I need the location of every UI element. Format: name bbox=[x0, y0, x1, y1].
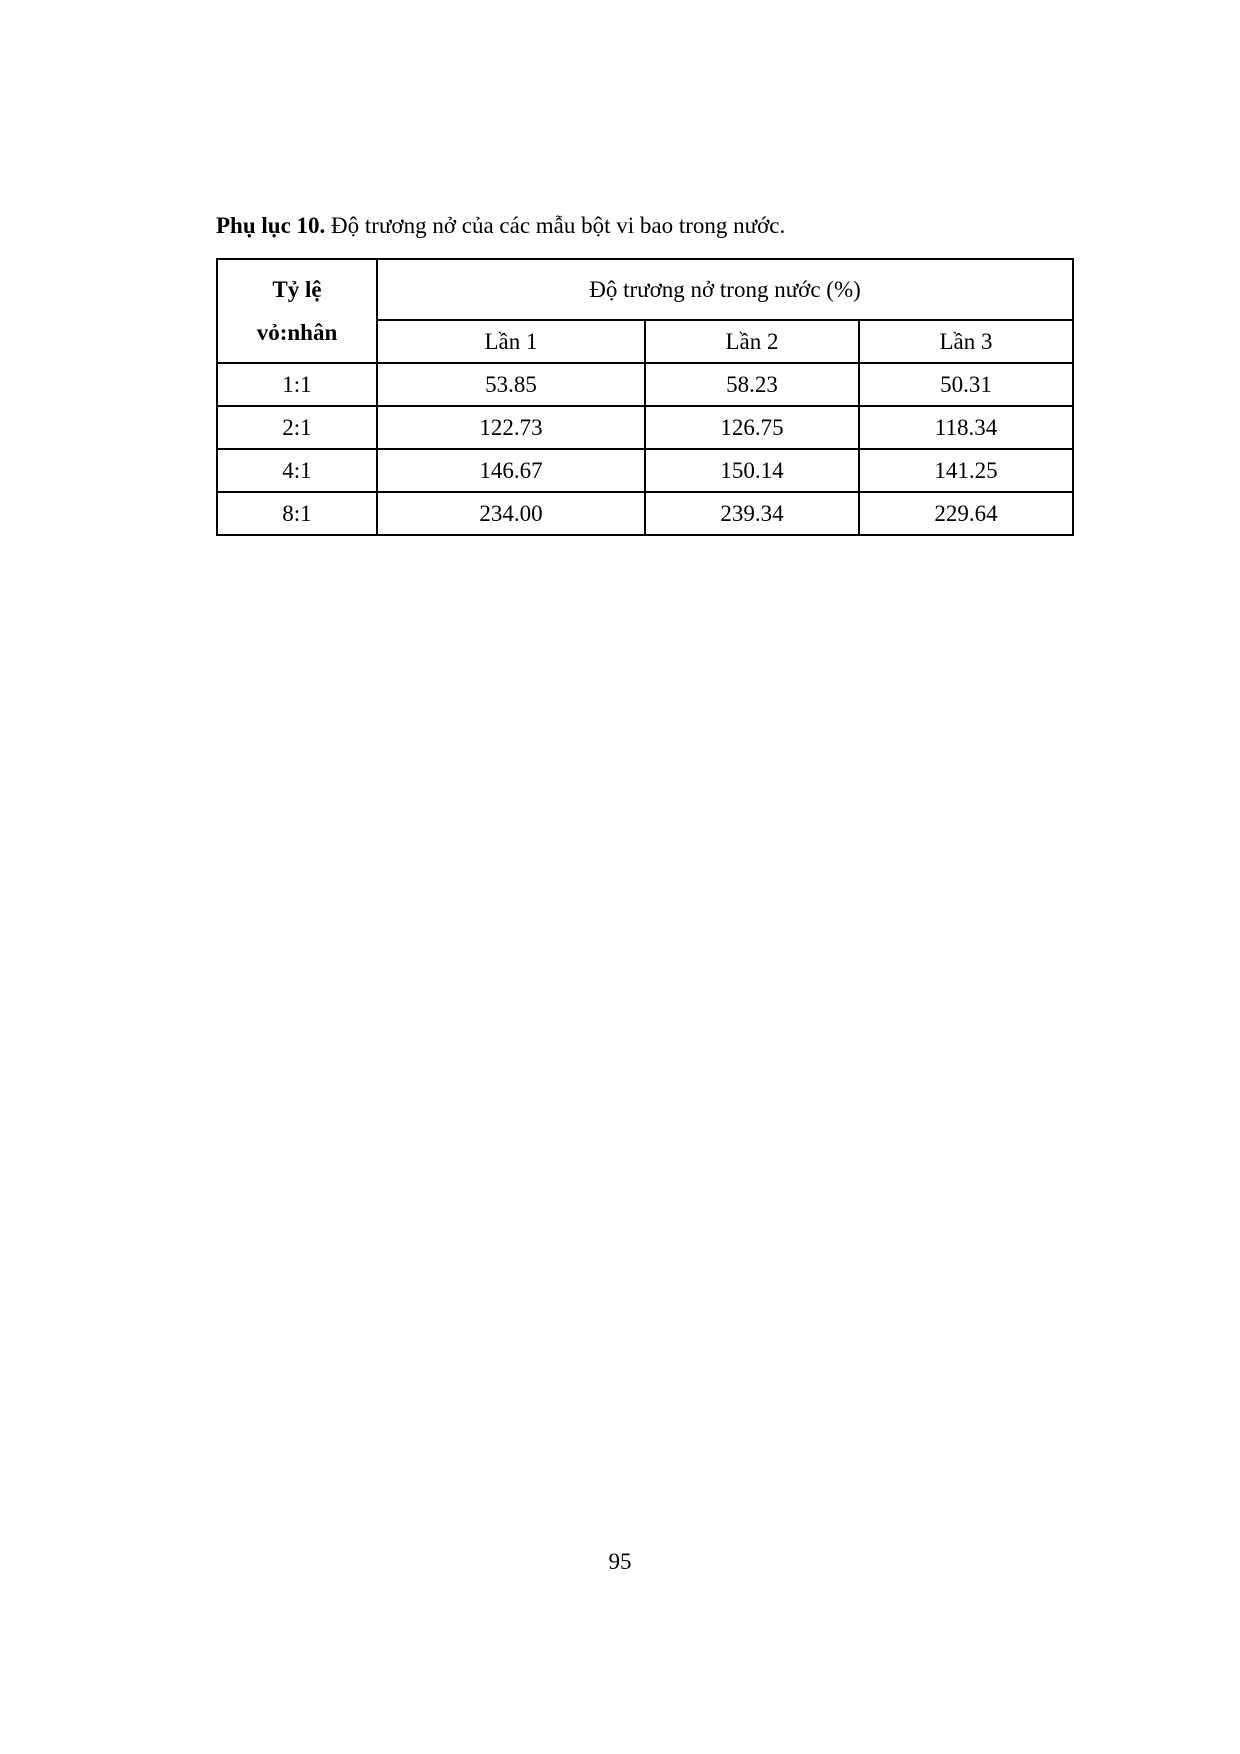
ratio-cell: 2:1 bbox=[217, 406, 377, 449]
value-cell: 146.67 bbox=[377, 449, 645, 492]
value-cell: 234.00 bbox=[377, 492, 645, 535]
table-row bbox=[217, 492, 1073, 535]
column-header: Lần 2 bbox=[645, 320, 859, 363]
value-cell: 141.25 bbox=[859, 449, 1073, 492]
value-cell: 229.64 bbox=[859, 492, 1073, 535]
ratio-header-line2: vỏ:nhân bbox=[256, 320, 338, 345]
table-row bbox=[217, 406, 1073, 449]
value-cell: 126.75 bbox=[645, 406, 859, 449]
table-caption bbox=[216, 211, 785, 241]
column-header: Lần 3 bbox=[859, 320, 1073, 363]
group-header: Độ trương nở trong nước (%) bbox=[377, 259, 1073, 320]
caption-label: Phụ lục 10. bbox=[216, 213, 326, 238]
table-row bbox=[217, 449, 1073, 492]
column-header: Lần 1 bbox=[377, 320, 645, 363]
ratio-header-line1: Tỷ lệ bbox=[272, 277, 322, 302]
table-row bbox=[217, 363, 1073, 406]
value-cell: 239.34 bbox=[645, 492, 859, 535]
value-cell: 58.23 bbox=[645, 363, 859, 406]
ratio-cell: 8:1 bbox=[217, 492, 377, 535]
value-cell: 53.85 bbox=[377, 363, 645, 406]
value-cell: 122.73 bbox=[377, 406, 645, 449]
value-cell: 50.31 bbox=[859, 363, 1073, 406]
caption-text: Độ trương nở của các mẫu bột vi bao trong nước. bbox=[325, 213, 786, 238]
page-number: 95 bbox=[608, 1549, 632, 1574]
swelling-table bbox=[216, 258, 1074, 536]
ratio-column-header bbox=[217, 259, 377, 363]
table-header-row bbox=[217, 259, 1073, 320]
ratio-cell: 4:1 bbox=[217, 449, 377, 492]
value-cell: 150.14 bbox=[645, 449, 859, 492]
value-cell: 118.34 bbox=[859, 406, 1073, 449]
ratio-cell: 1:1 bbox=[217, 363, 377, 406]
